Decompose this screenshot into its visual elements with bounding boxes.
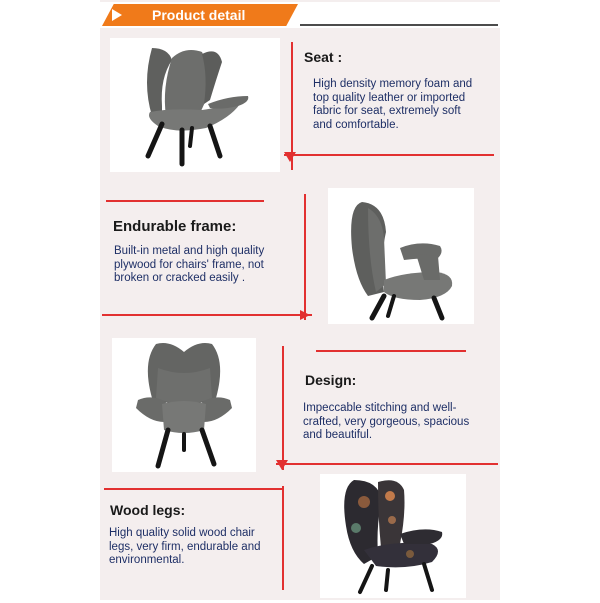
section-text-design xyxy=(303,402,469,443)
text-line: environmental. xyxy=(109,554,185,566)
text-line: Impeccable stitching and well- xyxy=(303,402,457,414)
rule-horizontal-3a xyxy=(316,350,466,352)
text-line: Built-in metal and high quality xyxy=(114,245,265,257)
section-heading-frame: Endurable frame: xyxy=(113,218,237,235)
chair-photo-3 xyxy=(112,338,256,472)
text-line: High density memory foam and xyxy=(313,78,473,90)
text-line: legs, very firm, endurable and xyxy=(109,540,261,553)
arrow-right-red-icon xyxy=(300,310,310,320)
text-line: High quality solid wood chair xyxy=(109,527,255,539)
chair-photo-1 xyxy=(110,38,280,172)
rule-vertical-4 xyxy=(282,486,284,590)
text-line: fabric for seat, extremely soft xyxy=(313,105,461,117)
section-text-frame xyxy=(114,245,264,286)
wingback-chair-side-icon xyxy=(328,188,474,324)
rule-horizontal-3b xyxy=(276,463,498,465)
rule-horizontal-2b xyxy=(102,314,312,316)
chair-photo-2 xyxy=(328,188,474,324)
wingback-chair-floral-icon xyxy=(320,474,466,598)
rule-horizontal-1 xyxy=(284,154,494,156)
arrow-down-icon xyxy=(284,152,296,162)
rule-vertical-3 xyxy=(282,346,284,470)
section-heading-design: Design: xyxy=(305,372,357,388)
rule-vertical-1 xyxy=(291,42,293,170)
text-line: broken or cracked easily . xyxy=(114,272,246,284)
section-text-legs xyxy=(109,527,261,568)
section-heading-legs: Wood legs: xyxy=(110,502,186,518)
arrow-right-icon xyxy=(112,9,122,21)
rule-vertical-2 xyxy=(304,194,306,320)
text-line: top quality leather or imported xyxy=(313,91,466,104)
chair-photo-4 xyxy=(320,474,466,598)
rule-horizontal-2a xyxy=(106,200,264,202)
section-heading-seat: Seat : xyxy=(304,49,343,65)
arrow-down-icon xyxy=(276,460,288,470)
section-text-seat xyxy=(313,78,472,132)
text-line: and beautiful. xyxy=(303,429,373,441)
wingback-chair-front-quarter-icon xyxy=(110,38,280,172)
header-divider xyxy=(300,24,498,26)
text-line: plywood for chairs' frame, not xyxy=(114,258,264,271)
rule-horizontal-4 xyxy=(104,488,282,490)
wingback-chair-front-icon xyxy=(112,338,256,472)
text-line: and comfortable. xyxy=(313,118,399,131)
page-title: Product detail xyxy=(152,7,246,23)
text-line: crafted, very gorgeous, spacious xyxy=(303,415,470,428)
